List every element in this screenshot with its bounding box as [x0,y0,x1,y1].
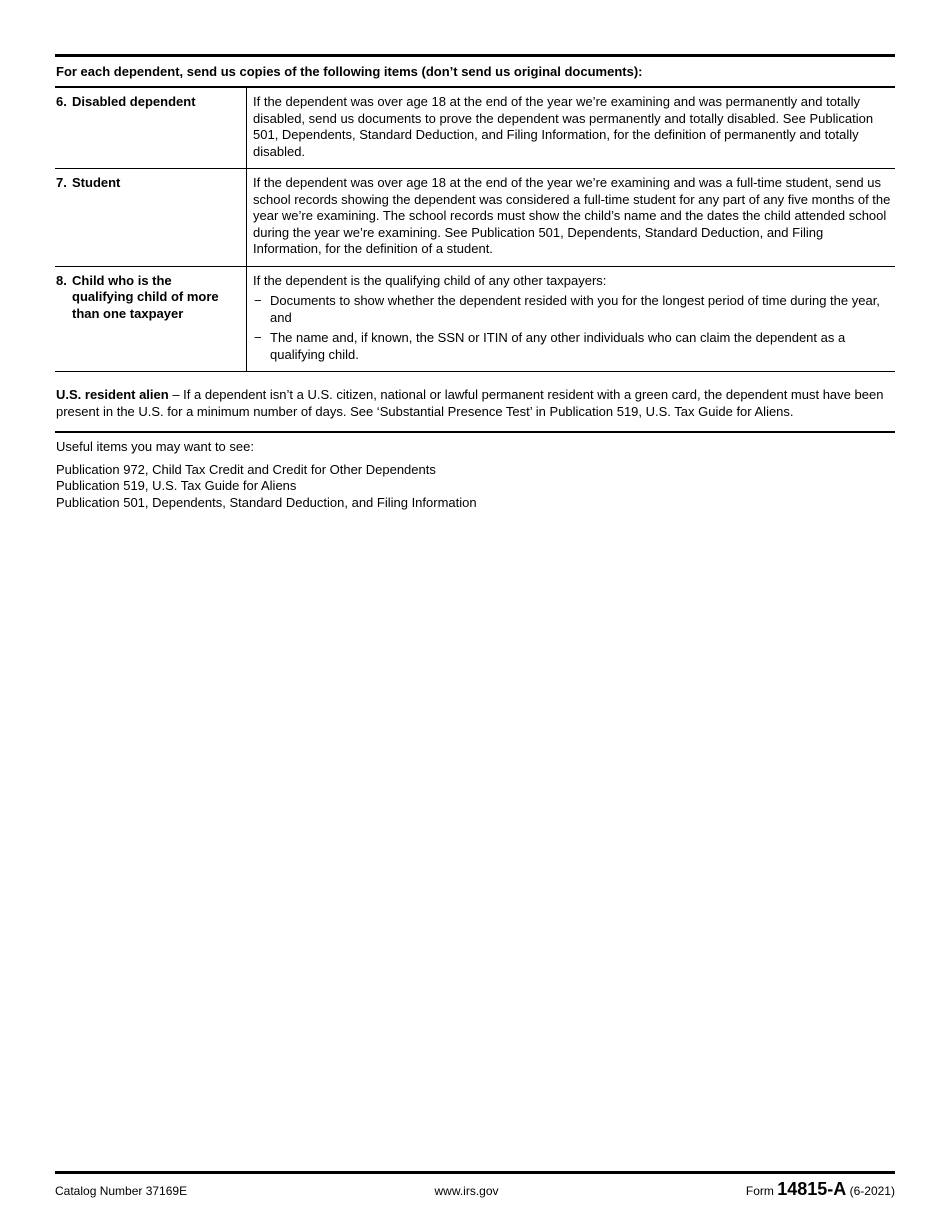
dash-bullet: − [254,293,262,308]
form-number: 14815-A [777,1179,847,1199]
dash-bullet: − [254,330,262,345]
row-description: If the dependent was over age 18 at the end of the year we’re examining and was permanently and totally disabled, send us documents to prove the dependent was permanently and totally disabled. See Publication 501, Dependents, Standard Deduction, and Filing Information, for the definition of permanently and totally disabled. [253,94,874,159]
list-item: Publication 501, Dependents, Standard Deduction, and Filing Information [56,494,477,510]
table-row [55,87,895,168]
list-item: − The name and, if known, the SSN or ITIN of any other individuals who can claim the dependent as a qualifying child. [254,330,846,362]
resident-alien-title: U.S. resident alien [56,387,169,402]
list-item: − Documents to show whether the dependent resided with you for the longest period of time during the year, and [254,293,880,325]
document-page [55,54,895,511]
form-identifier: Form 14815-A (6-2021) [745,1179,895,1199]
row-label: 8. Child who is the qualifying child of more than one taxpayer [55,267,247,372]
row-description: If the dependent was over age 18 at the end of the year we’re examining and was a full-time student, send us school records showing the dependent was considered a full-time student for any part of any five months of the year we’re examining. The school records must show the child’s name and the dates the child attended school during the year we’re examining. See Publication 501, Dependents, Standard Deduction, and Filing Information, for the definition of a student. [253,175,891,256]
table-row [55,266,895,372]
resident-alien-note: U.S. resident alien – If a dependent isn’t a U.S. citizen, national or lawful permanent resident with a green card, the dependent must have been present in the U.S. for a minimum number of days. See ‘Substantial Presence Test’ in Publication 519, U.S. Tax Guide for Aliens. [55,372,895,433]
table-row [55,168,895,266]
table-header: For each dependent, send us copies of the following items (don’t send us original documents): [55,57,895,87]
requirements-table [55,54,895,372]
row-intro: If the dependent is the qualifying child of any other taxpayers: [253,272,607,288]
list-item: Publication 519, U.S. Tax Guide for Aliens [56,478,297,493]
row-label: 7. Student [55,169,247,266]
list-item: Publication 972, Child Tax Credit and Credit for Other Dependents [56,461,436,477]
page-footer [55,1171,895,1200]
website-link[interactable]: www.irs.gov [434,1184,499,1198]
row-description [247,267,895,372]
useful-items-lead: Useful items you may want to see: [56,439,254,454]
catalog-number: Catalog Number 37169E [55,1184,188,1198]
useful-items [55,433,895,511]
row-label: 6. Disabled dependent [55,88,247,168]
form-revision: (6-2021) [846,1184,895,1198]
